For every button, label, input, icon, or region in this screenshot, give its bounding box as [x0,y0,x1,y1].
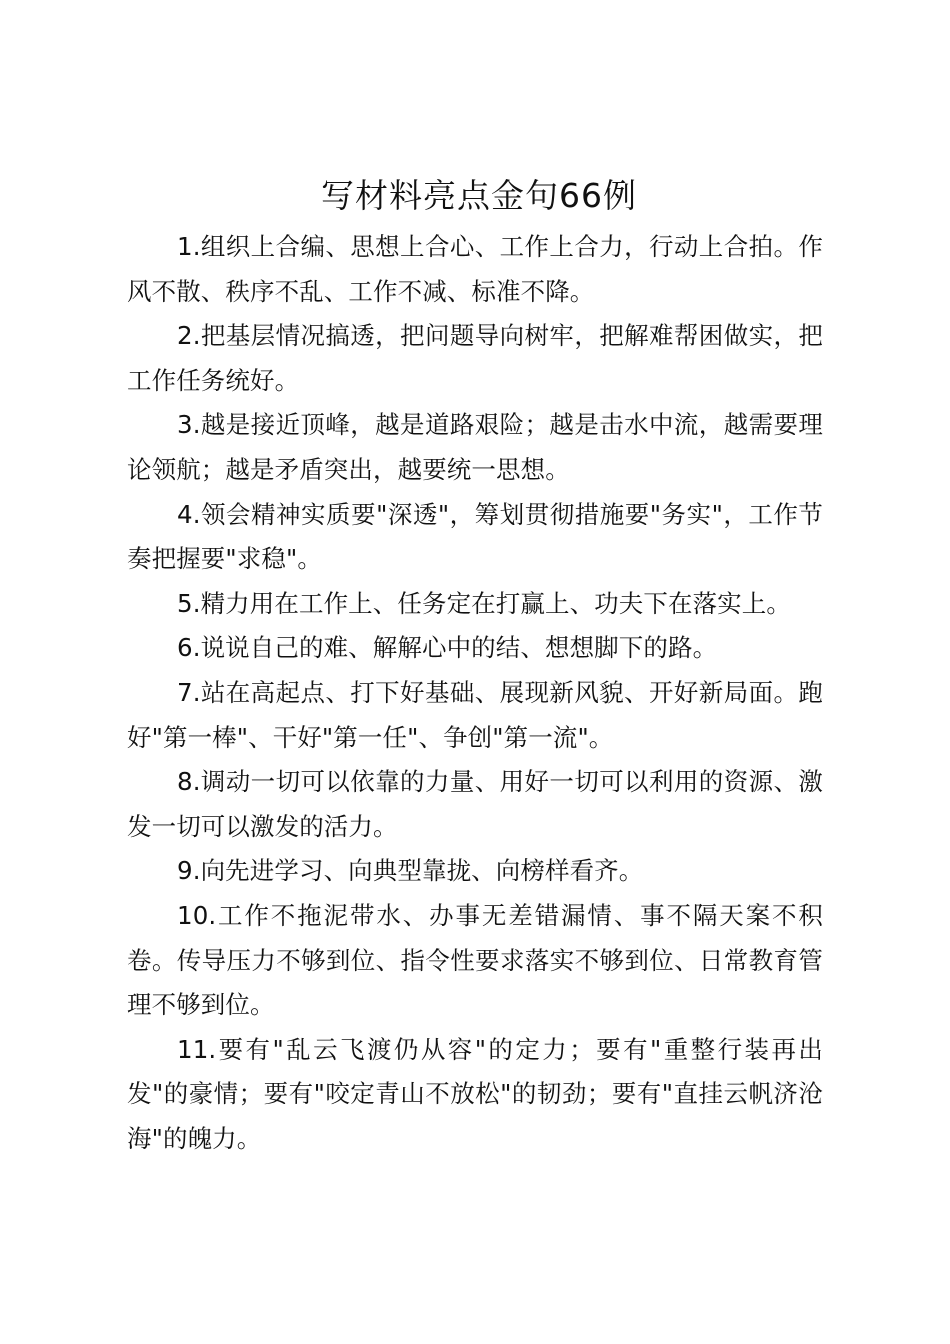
paragraph-3: 3.越是接近顶峰，越是道路艰险；越是击水中流，越需要理论领航；越是矛盾突出，越要统一思想。 [127,410,823,484]
paragraph-8: 8.调动一切可以依靠的力量、用好一切可以利用的资源、激发一切可以激发的活力。 [127,767,823,841]
paragraph-11: 11.要有"乱云飞渡仍从容"的定力；要有"重整行装再出发"的豪情；要有"咬定青山不放松"的韧劲；要有"直挂云帆济沧海"的魄力。 [127,1034,823,1153]
paragraph-10: 10.工作不拖泥带水、办事无差错漏情、事不隔天案不积卷。传导压力不够到位、指令性要求落实不够到位、日常教育管理不够到位。 [127,900,823,1020]
paragraph-5: 5.精力用在工作上、任务定在打赢上、功夫下在落实上。 [177,588,791,618]
paragraph-4: 4.领会精神实质要"深透"，筹划贯彻措施要"务实"，工作节奏把握要"求稳"。 [127,499,823,574]
paragraph-1: 1.组织上合编、思想上合心、工作上合力，行动上合拍。作风不散、秩序不乱、工作不减、标准不降。 [127,232,823,306]
paragraph-2: 2.把基层情况搞透，把问题导向树牢，把解难帮困做实，把工作任务统好。 [127,321,823,395]
paragraph-9: 9.向先进学习、向典型靠拢、向榜样看齐。 [177,856,644,886]
document-title: 写材料亮点金句66例 [321,176,637,215]
paragraph-6: 6.说说自己的难、解解心中的结、想想脚下的路。 [177,633,718,663]
document-body [127,225,823,1161]
paragraph-7: 7.站在高起点、打下好基础、展现新风貌、开好新局面。跑好"第一棒"、干好"第一任"、争创"第一流"。 [127,677,823,752]
